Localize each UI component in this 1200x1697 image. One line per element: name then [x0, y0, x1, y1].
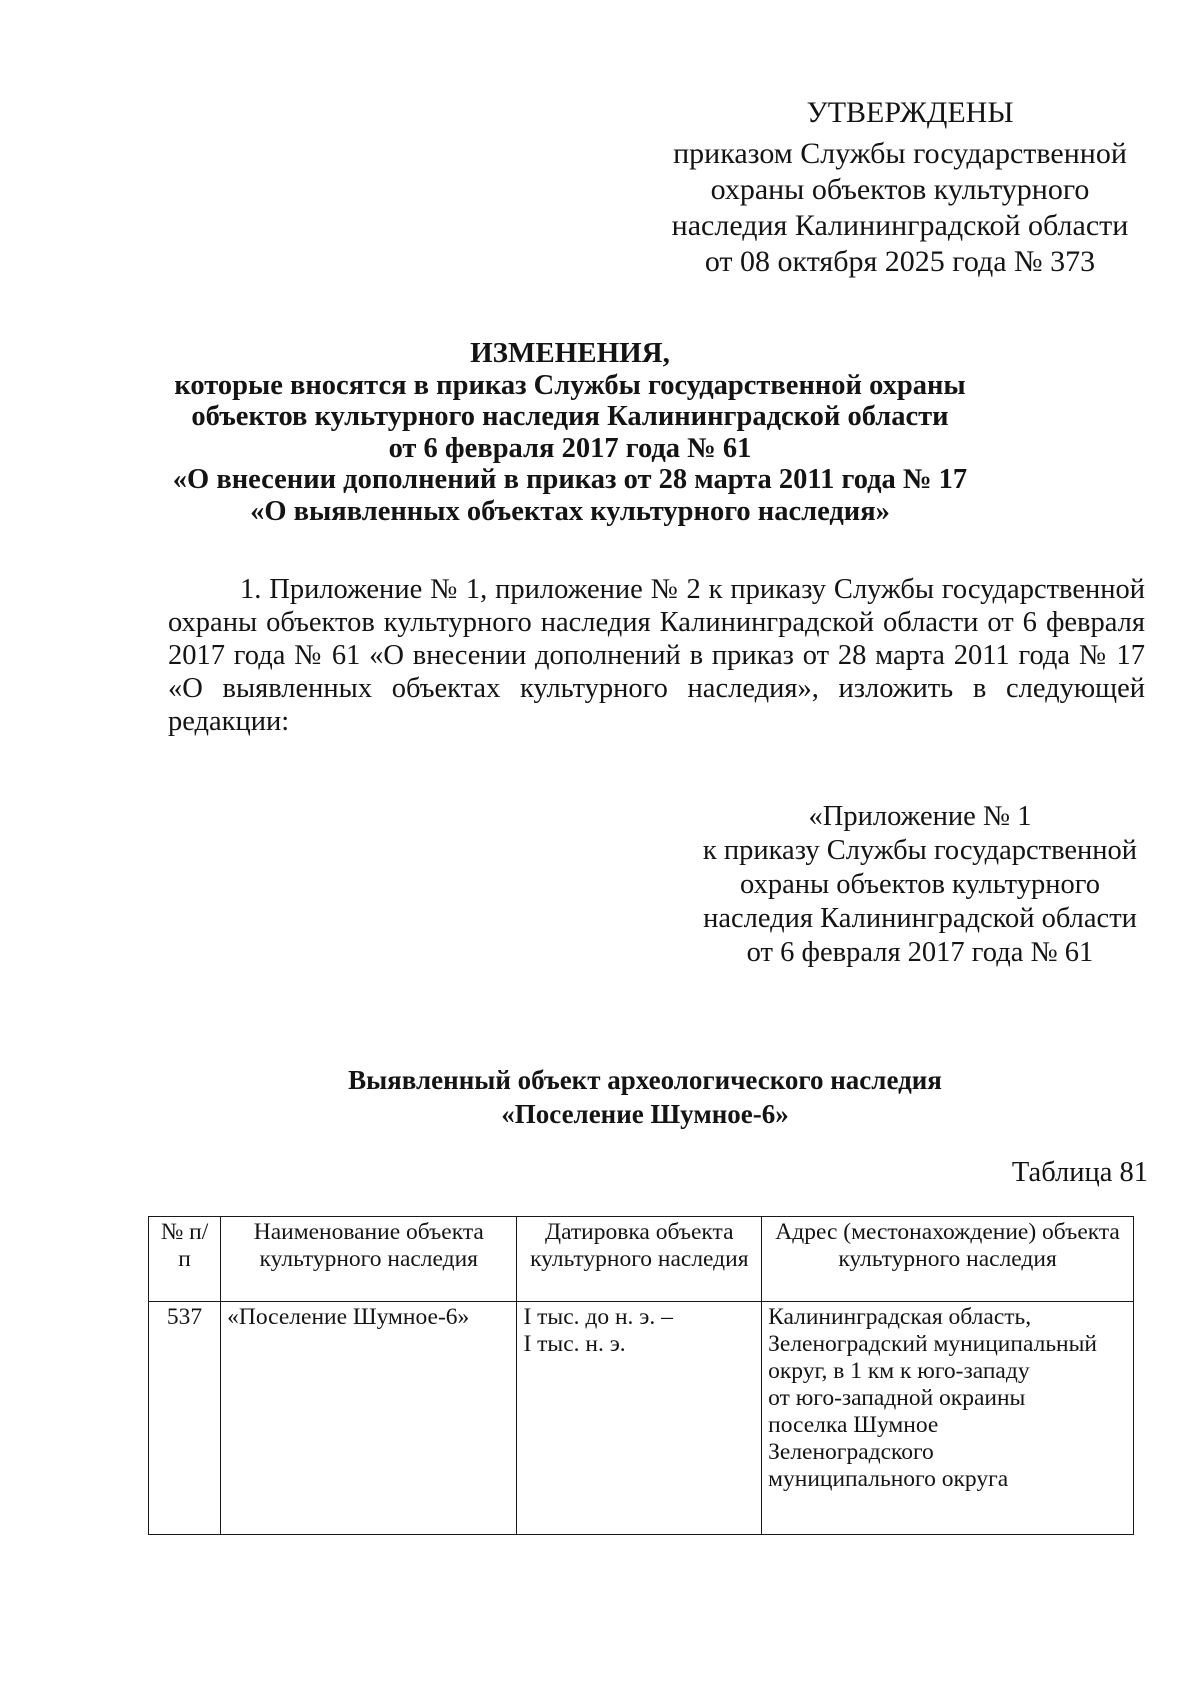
- object-title-line: Выявленный объект археологического наследия: [348, 1065, 942, 1095]
- approval-stamp: [640, 95, 1160, 280]
- object-title: [200, 1063, 1090, 1131]
- object-title-line: «Поселение Шумное-6»: [501, 1099, 789, 1129]
- title-line: «О выявленных объектах культурного наследия»: [250, 495, 890, 527]
- title-line: от 6 февраля 2017 года № 61: [388, 432, 752, 464]
- title-main: ИЗМЕНЕНИЯ,: [470, 337, 670, 369]
- address-line: округ, в 1 км к юго-западу: [768, 1358, 1030, 1384]
- appendix-line: наследия Калининградской области: [703, 903, 1137, 934]
- appendix-line: к приказу Службы государственной: [702, 835, 1138, 866]
- approval-line: от 08 октября 2025 года № 373: [704, 245, 1096, 278]
- approval-line: наследия Калининградской области: [671, 209, 1129, 242]
- title-line: «О внесении дополнений в приказ от 28 марта 2011 года № 17: [172, 464, 968, 495]
- approval-line: приказом Службы государственной: [673, 137, 1127, 170]
- body-paragraph: [168, 573, 1145, 738]
- heritage-table: [148, 1216, 1134, 1535]
- address-line: Зеленоградского: [768, 1439, 934, 1465]
- title-line: которые вносятся в приказ Службы государственной охраны: [174, 369, 966, 401]
- appendix-header: [690, 800, 1150, 970]
- address-line: поселка Шумное: [768, 1412, 939, 1438]
- address-line: муниципального округа: [768, 1466, 1009, 1492]
- cell-dating: [517, 1302, 762, 1535]
- address-line: Зеленоградский муниципальный: [768, 1331, 1097, 1357]
- header-dating: Датировка объекта культурного наследия: [517, 1217, 762, 1302]
- dating-line: I тыс. н. э.: [523, 1331, 626, 1357]
- cell-number: 537: [149, 1302, 221, 1535]
- address-line: Калининградская область,: [768, 1304, 1032, 1330]
- dating-line: I тыс. до н. э. –: [523, 1304, 673, 1330]
- appendix-line: «Приложение № 1: [808, 801, 1032, 832]
- title-line: объектов культурного наследия Калининградской области: [191, 401, 949, 432]
- appendix-line: от 6 февраля 2017 года № 61: [746, 937, 1094, 968]
- approval-heading: УТВЕРЖДЕНЫ: [806, 96, 1014, 129]
- header-name: Наименование объекта культурного наследия: [221, 1217, 517, 1302]
- header-number: № п/п: [149, 1217, 221, 1302]
- cell-address: [762, 1302, 1134, 1535]
- address-line: от юго-западной окраины: [768, 1385, 1026, 1411]
- approval-line: охраны объектов культурного: [710, 173, 1090, 206]
- appendix-line: охраны объектов культурного: [740, 869, 1100, 900]
- paragraph-text: 1. Приложение № 1, приложение № 2 к приказу Службы государственной охраны объектов культурного наследия Калининградской области от 6 февраля 2017 года № 61 «О внесении дополнений в приказ от 28 марта 2011 года № 17 «О выявленных объектах культурного наследия», изложить в следующей редакции:: [168, 574, 1145, 737]
- table-row: [149, 1302, 1134, 1535]
- cell-name: «Поселение Шумное-6»: [221, 1302, 517, 1535]
- header-address: Адрес (местонахождение) объекта культурного наследия: [762, 1217, 1134, 1302]
- document-title: [150, 338, 990, 527]
- table-header-row: [149, 1217, 1134, 1302]
- table-label: Таблица 81: [1011, 1157, 1148, 1188]
